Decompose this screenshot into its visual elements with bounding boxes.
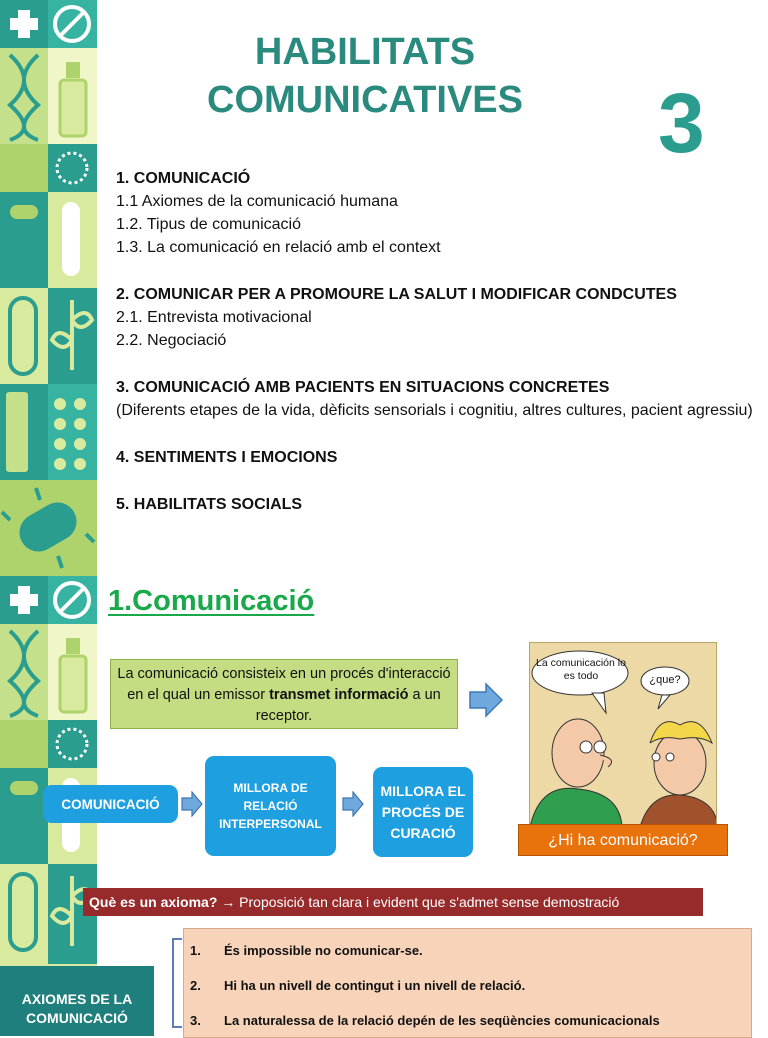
toc-heading: 1. COMUNICACIÓ xyxy=(116,170,251,187)
list-item xyxy=(190,943,423,958)
definition-bold-transmet: transmet xyxy=(269,687,331,703)
axiom-number: 3. xyxy=(190,1013,201,1028)
chapter-number: 3 xyxy=(658,76,705,170)
definition-text-end: a un receptor. xyxy=(255,687,441,724)
toc-item: (Diferents etapes de la vida, dèficits sensorials i cognitiu, altres cultures, pacient agressiu) xyxy=(116,402,753,419)
toc-section-2 xyxy=(116,283,756,352)
toc-section-4 xyxy=(116,446,756,469)
toc-section-3 xyxy=(116,376,756,422)
toc-item: 1.1 Axiomes de la comunicació humana xyxy=(116,193,398,210)
definition-box xyxy=(110,659,458,729)
arrow-right-icon xyxy=(342,791,364,817)
medical-pattern-icon xyxy=(0,0,97,1024)
list-item xyxy=(190,978,525,993)
toc-section-1 xyxy=(116,167,756,259)
list-item xyxy=(190,1013,660,1028)
definition-bold-informacio: informació xyxy=(334,687,409,703)
flow-box-relacio: MILLORA DE RELACIÓ INTERPERSONAL xyxy=(205,756,336,856)
toc-heading: 3. COMUNICACIÓ AMB PACIENTS EN SITUACIONS CONCRETES xyxy=(116,379,610,396)
bracket-decoration xyxy=(172,938,182,1028)
toc-heading: 4. SENTIMENTS I EMOCIONS xyxy=(116,449,338,466)
toc-heading: 2. COMUNICAR PER A PROMOURE LA SALUT I MODIFICAR CONDCUTES xyxy=(116,286,677,303)
comic-bubble-2: ¿que? xyxy=(649,674,681,686)
axiom-text: És impossible no comunicar-se. xyxy=(224,943,423,958)
axiom-question: Què es un axioma? xyxy=(89,894,218,910)
section-title: 1.Comunicació xyxy=(108,585,315,617)
axiom-definition-bar xyxy=(83,888,703,916)
definition-text: La comunicació consisteix en un procés d'interacció en el qual un emissor xyxy=(117,666,451,703)
toc-item: 2.2. Negociació xyxy=(116,332,227,349)
arrow-icon: → xyxy=(221,894,236,910)
axiom-number: 2. xyxy=(190,978,201,993)
flow-box-curacio: MILLORA EL PROCÉS DE CURACIÓ xyxy=(373,767,473,857)
arrow-right-icon xyxy=(468,682,504,718)
decorative-strip xyxy=(0,0,97,1024)
axiom-definition: Proposició tan clara i evident que s'admet sense demostració xyxy=(235,894,620,910)
toc-item: 1.2. Tipus de comunicació xyxy=(116,216,301,233)
title-line-1: HABILITATS xyxy=(254,31,476,73)
axioms-side-box: AXIOMES DE LA COMUNICACIÓ xyxy=(0,966,154,1036)
toc-item: 2.1. Entrevista motivacional xyxy=(116,309,312,326)
comic-bubble-1: La comunicación lo es todo xyxy=(536,657,626,682)
axiom-text: La naturalessa de la relació depén de les seqüències comunicacionals xyxy=(224,1013,660,1028)
flow-box-comunicacio: COMUNICACIÓ xyxy=(43,785,178,823)
title-line-2: COMUNICATIVES xyxy=(207,79,523,121)
table-of-contents xyxy=(116,167,756,540)
arrow-right-icon xyxy=(181,791,203,817)
axioms-list xyxy=(183,928,752,1038)
comic-image xyxy=(529,642,717,826)
toc-heading: 5. HABILITATS SOCIALS xyxy=(116,496,303,513)
toc-item: 1.3. La comunicació en relació amb el context xyxy=(116,239,441,256)
axiom-number: 1. xyxy=(190,943,201,958)
toc-section-5 xyxy=(116,493,756,516)
axiom-text: Hi ha un nivell de contingut i un nivell de relació. xyxy=(224,978,526,993)
page-title xyxy=(160,28,570,124)
comic-caption: ¿Hi ha comunicació? xyxy=(518,824,728,856)
